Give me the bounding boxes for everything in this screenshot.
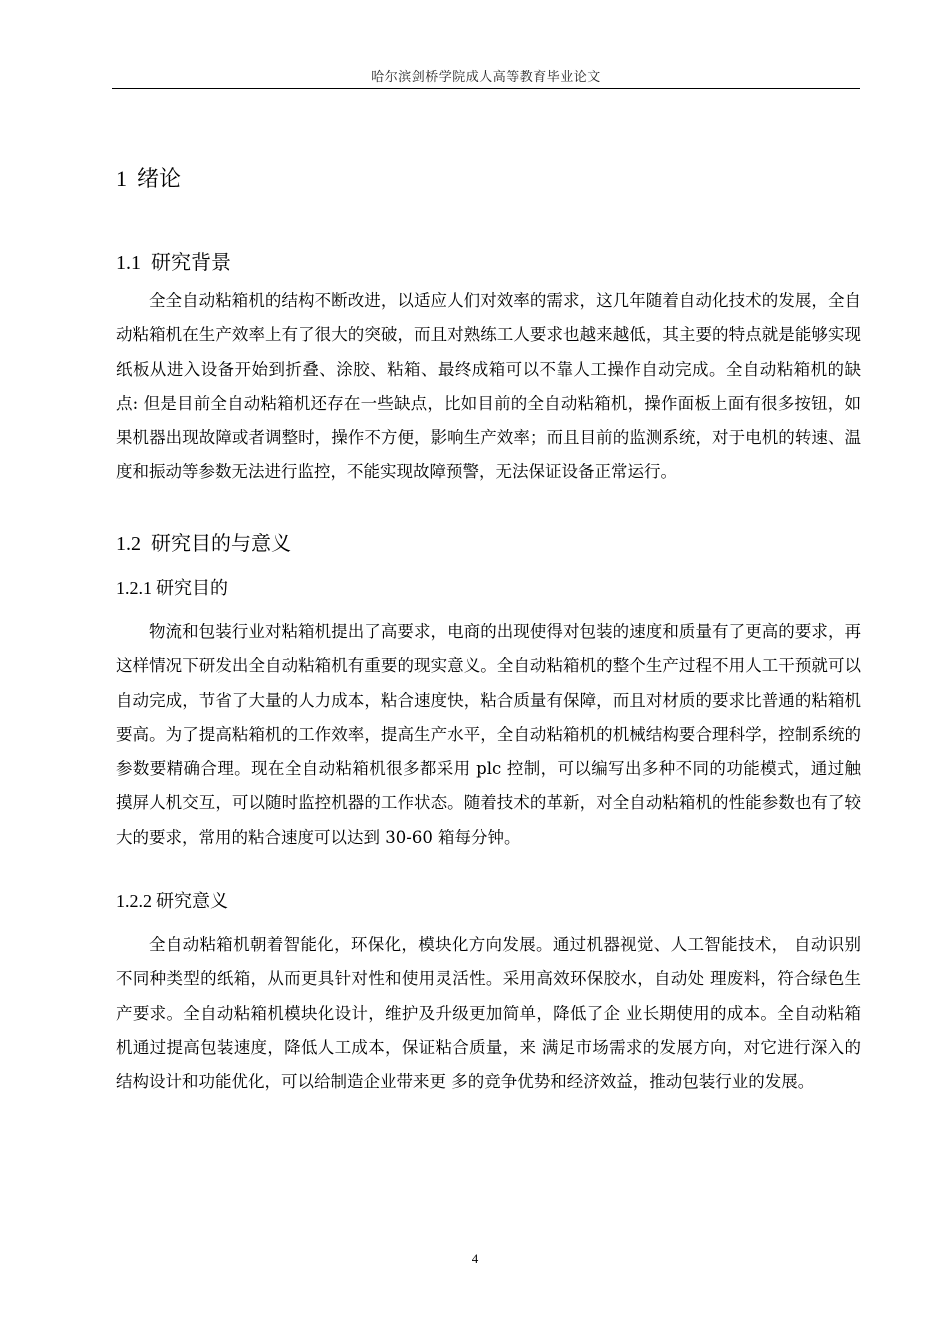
subsection-title: 研究目的 [156,578,228,599]
chapter-heading [116,162,181,193]
paragraph-purpose: 物流和包装行业对粘箱机提出了高要求，电商的出现使得对包装的速度和质量有了更高的要求，再这样情况下研发出全自动粘箱机有重要的现实意义。全自动粘箱机的整个生产过程不用人工干预就可以自动完成，节省了大量的人力成本，粘合速度快，粘合质量有保障，而且对材质的要求比普通的粘箱机要高。为了提高粘箱机的工作效率，提高生产水平，全自动粘箱机的机械结构要合理科学，控制系统的参数要精确合理。现在全自动粘箱机很多都采用 plc 控制，可以编写出多种不同的功能模式，通过触摸屏人机交互，可以随时监控机器的工作状态。随着技术的革新，对全自动粘箱机的性能参数也有了较大的要求，常用的粘合速度可以达到 30-60 箱每分钟。 [116,622,861,847]
section-number: 1.2 [116,533,141,555]
section-title: 研究背景 [151,250,231,274]
paragraph-background: 全全自动粘箱机的结构不断改进，以适应人们对效率的需求，这几年随着自动化技术的发展，全自动粘箱机在生产效率上有了很大的突破，而且对熟练工人要求也越来越低，其主要的特点就是能够实现纸板从进入设备开始到折叠、涂胶、粘箱、最终成箱可以不靠人工操作自动完成。全自动粘箱机的缺点: 但是目前全自动粘箱机还存在一些缺点，比如目前的全自动粘箱机，操作面板上面有很多按钮，如果机器出现故障或者调整时，操作不方便，影响生产效率；而且目前的监测系统，对于电机的转速、温度和振动等参数无法进行监控，不能实现故障预警，无法保证设备正常运行。 [116,291,861,482]
subsection-heading-meaning [116,887,228,913]
chapter-title: 绪论 [137,167,182,192]
section-heading-background [116,246,231,275]
subsection-number: 1.2.1 [116,578,152,598]
paragraph-meaning: 全自动粘箱机朝着智能化，环保化，模块化方向发展。通过机器视觉、人工智能技术， 自动识别不同种类型的纸箱，从而更具针对性和使用灵活性。采用高效环保胶水，自动处 理废料，符合绿色生产要求。全自动粘箱机模块化设计，维护及升级更加简单，降低了企 业长期使用的成本。全自动粘箱机通过提高包装速度，降低人工成本，保证粘合质量，来 满足市场需求的发展方向，对它进行深入的结构设计和功能优化，可以给制造企业带来更 多的竞争优势和经济效益，推动包装行业的发展。 [116,935,861,1092]
section-title: 研究目的与意义 [151,531,291,555]
page-number: 4 [471,1251,479,1266]
page-header: 哈尔滨剑桥学院成人高等教育毕业论文 [371,70,601,85]
subsection-number: 1.2.2 [116,891,152,911]
section-heading-purpose-meaning [116,527,291,556]
header-divider [112,88,860,89]
subsection-title: 研究意义 [156,891,228,912]
section-number: 1.1 [116,252,141,274]
subsection-heading-purpose [116,574,228,600]
chapter-number: 1 [116,166,127,191]
